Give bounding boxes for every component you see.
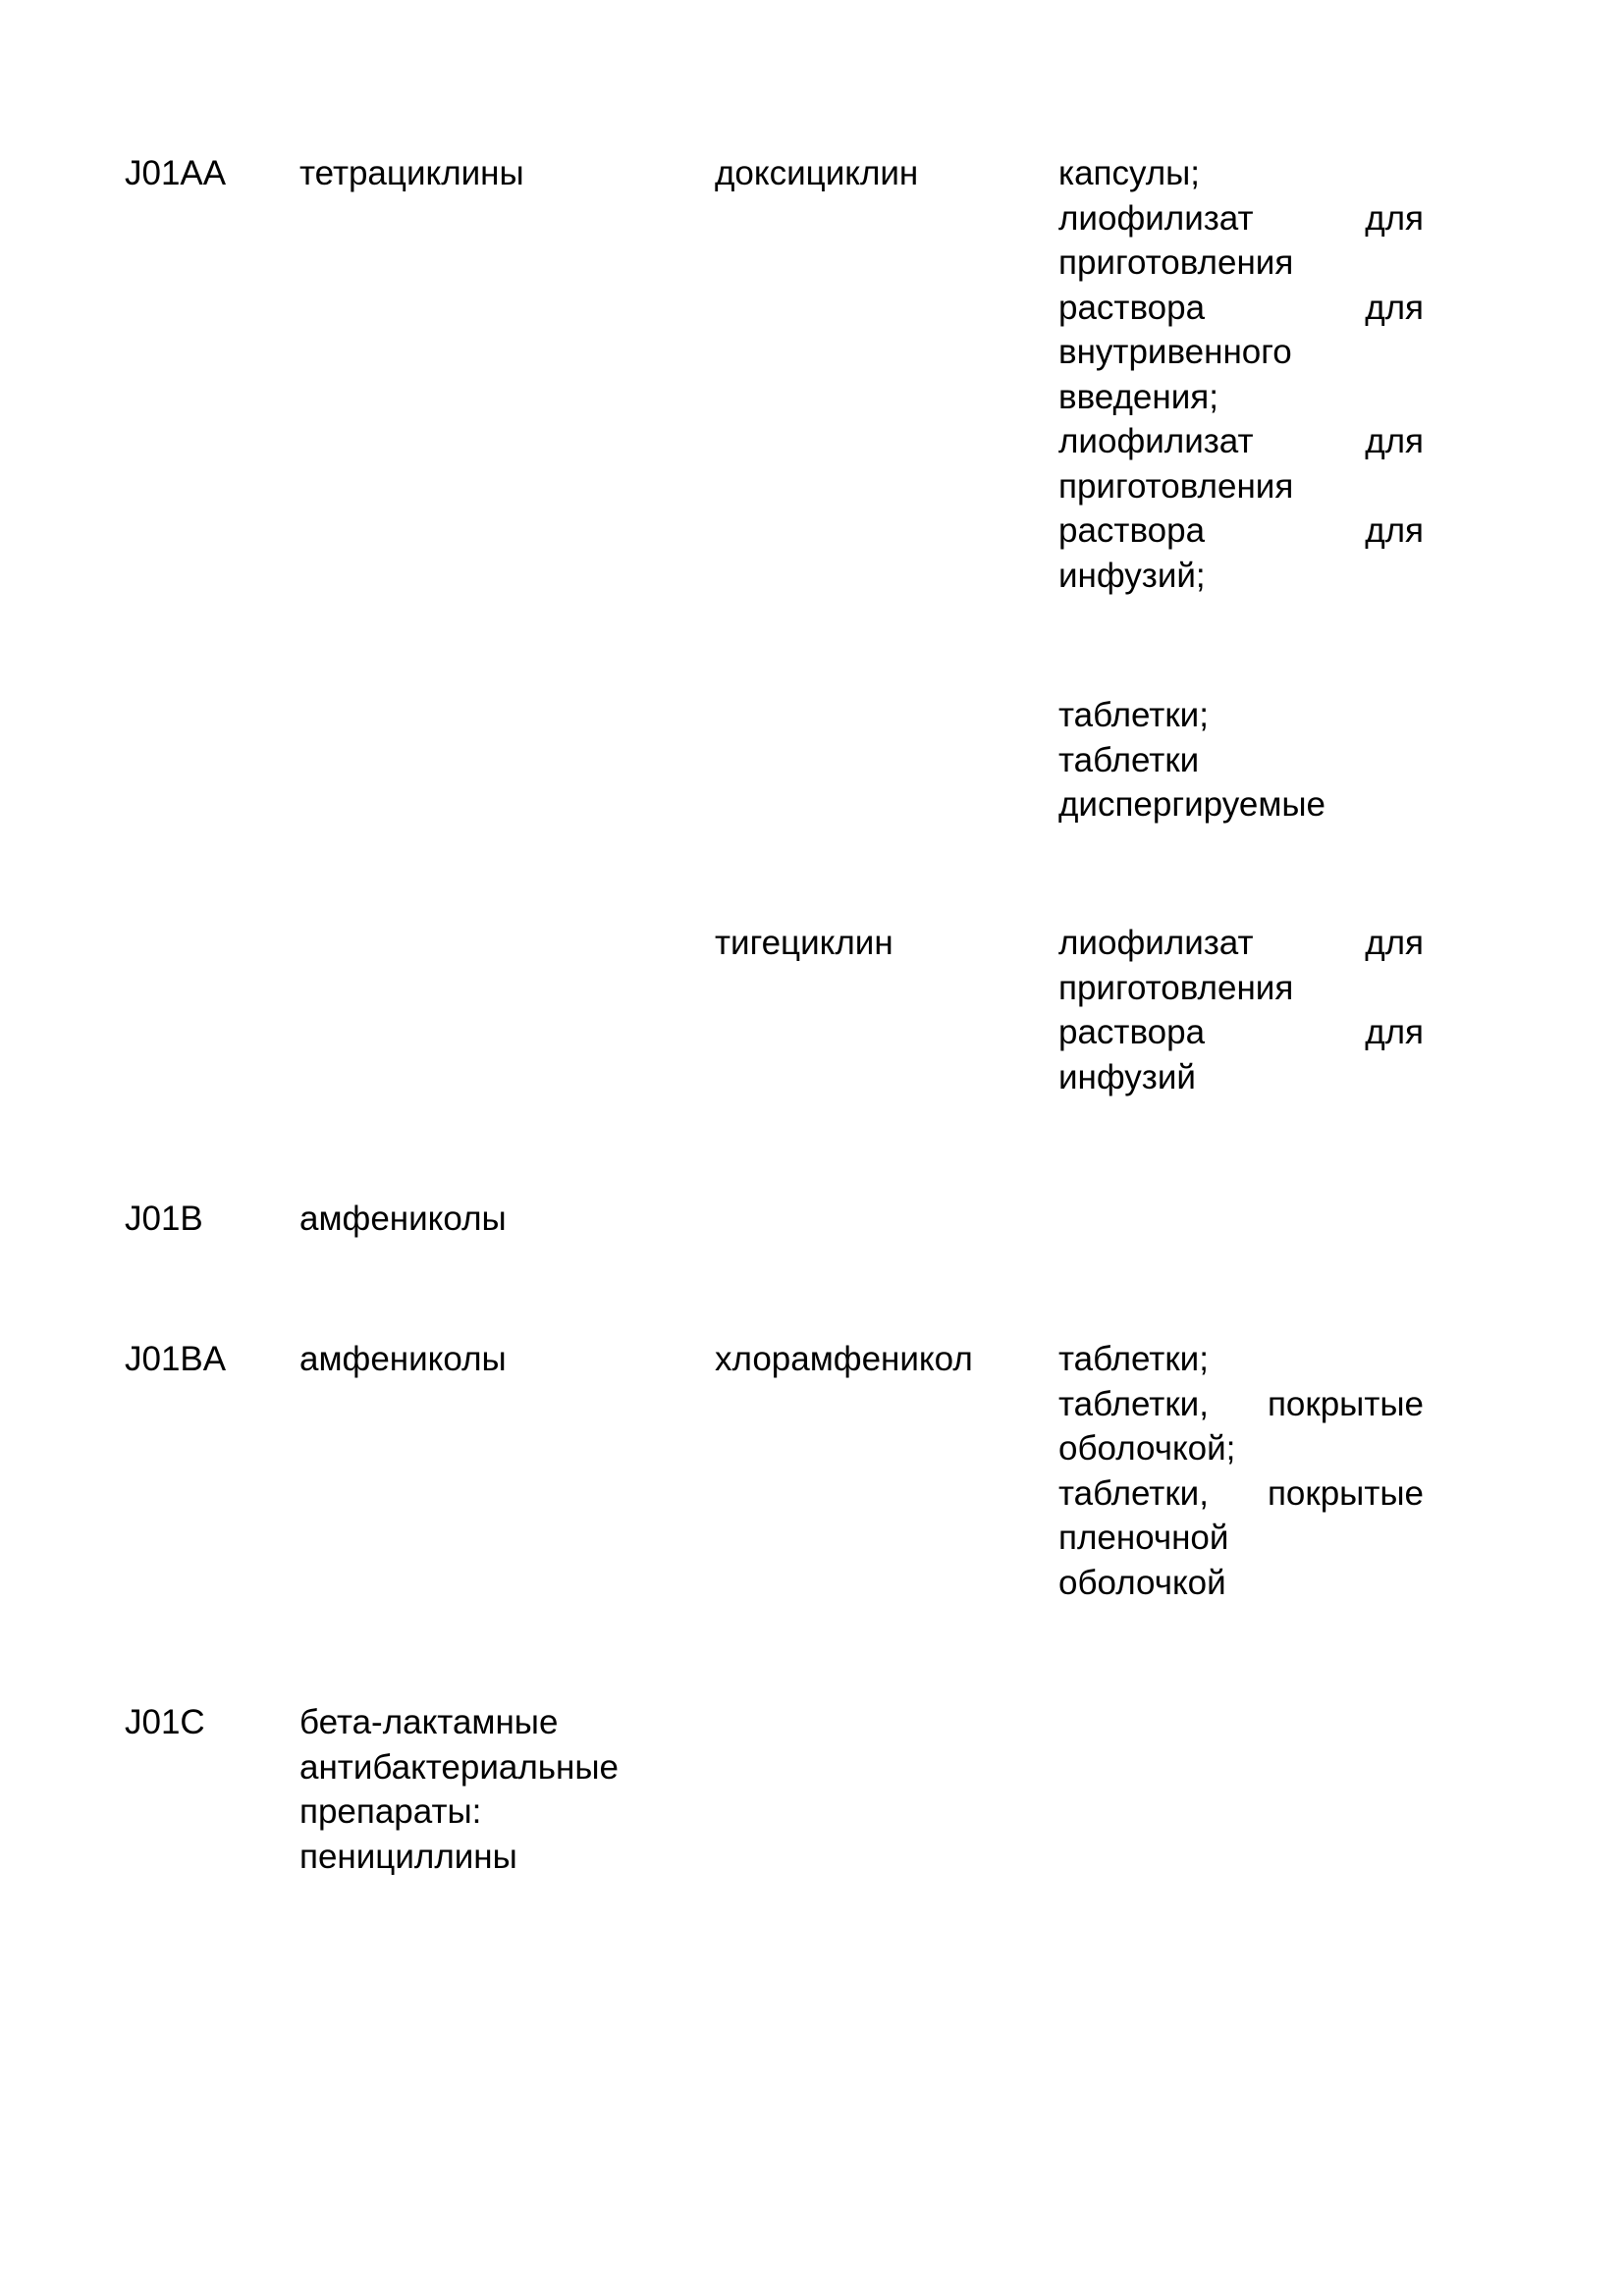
form-line: инфузий	[1058, 1057, 1196, 1096]
atc-group-name	[299, 1700, 619, 1879]
form-line: оболочкой	[1058, 1563, 1226, 1602]
dosage-forms	[1058, 921, 1424, 1099]
form-line: таблетки	[1058, 740, 1200, 779]
form-line: раствора для	[1058, 288, 1424, 327]
form-line: капсулы;	[1058, 154, 1201, 192]
form-line: лиофилизат для	[1058, 198, 1424, 238]
form-line: пленочной	[1058, 1519, 1229, 1557]
group-line: антибактериальные	[299, 1747, 619, 1787]
form-line: лиофилизат для	[1058, 422, 1424, 460]
form-line: таблетки;	[1058, 1340, 1209, 1378]
drug-name: доксициклин	[715, 154, 919, 192]
atc-code: J01BA	[125, 1340, 227, 1378]
atc-code: J01C	[125, 1703, 205, 1741]
form-line: диспергируемые	[1058, 785, 1326, 824]
group-line: амфениколы	[299, 1340, 507, 1378]
dosage-forms	[1058, 1337, 1424, 1605]
drug-name: хлорамфеникол	[715, 1340, 973, 1378]
atc-group-name	[299, 151, 524, 196]
form-line: таблетки, покрытые	[1058, 1384, 1424, 1423]
atc-group-name	[299, 1337, 507, 1382]
form-line: оболочкой;	[1058, 1429, 1236, 1468]
form-line: приготовления	[1058, 968, 1294, 1007]
form-line: раствора для	[1058, 1013, 1424, 1051]
dosage-forms	[1058, 151, 1424, 598]
atc-group-name	[299, 1197, 507, 1242]
form-line: раствора для	[1058, 511, 1424, 550]
form-line: таблетки;	[1058, 696, 1209, 734]
form-line: приготовления	[1058, 243, 1294, 282]
form-line: лиофилизат для	[1058, 924, 1424, 962]
atc-code: J01B	[125, 1200, 203, 1238]
group-line: тетрациклины	[299, 154, 524, 192]
group-line: амфениколы	[299, 1200, 507, 1238]
form-line: приготовления	[1058, 466, 1294, 506]
form-line: внутривенного	[1058, 333, 1292, 371]
form-line: введения;	[1058, 377, 1218, 416]
form-line: инфузий;	[1058, 556, 1206, 595]
group-line: пенициллины	[299, 1837, 517, 1876]
drug-name: тигециклин	[715, 924, 893, 962]
dosage-forms	[1058, 693, 1424, 828]
atc-code: J01AA	[125, 154, 227, 192]
group-line: препараты:	[299, 1792, 482, 1831]
form-line: таблетки, покрытые	[1058, 1473, 1424, 1513]
group-line: бета-лактамные	[299, 1703, 559, 1741]
